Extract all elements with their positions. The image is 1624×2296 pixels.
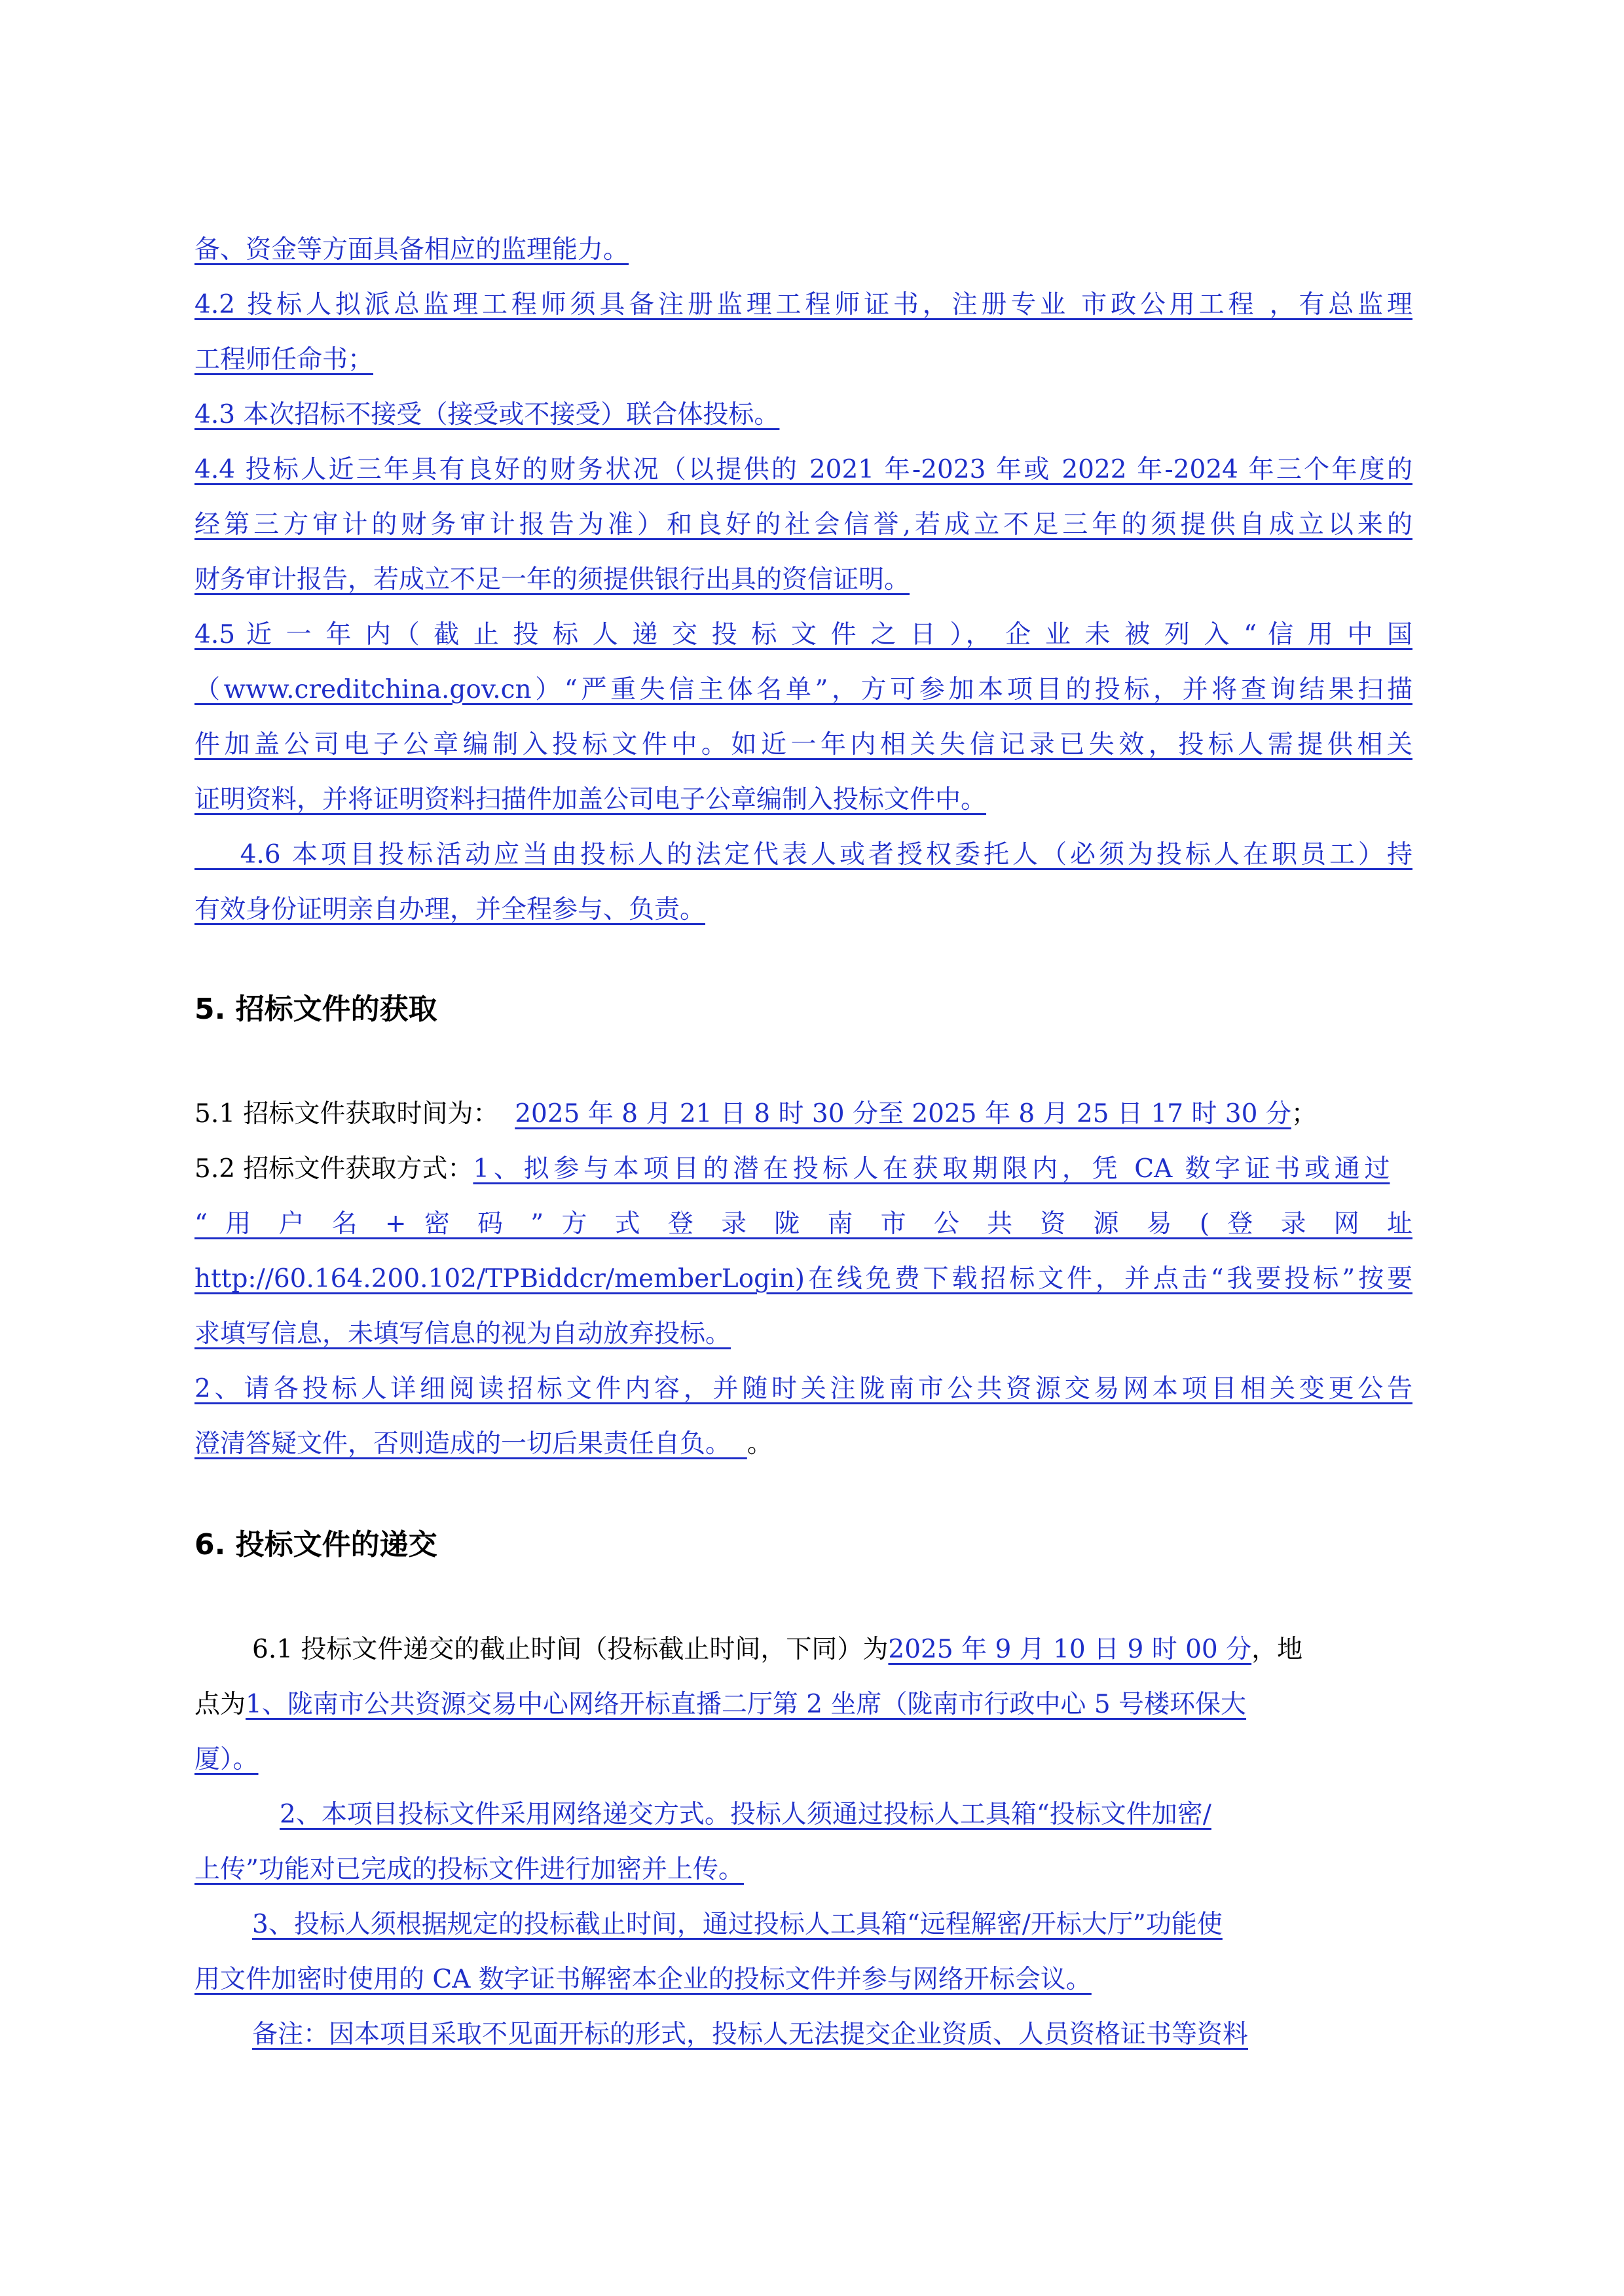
s4-line-10: 件加盖公司电子公章编制入投标文件中。如近一年内相关失信记录已失效，投标人需提供相关	[194, 730, 1412, 759]
s4-line-8: 4.5 近 一 年 内（ 截 止 投 标 人 递 交 投 标 文 件 之 日 ）， 企 业 未 被 列 入 “ 信 用 中 国	[194, 620, 1412, 649]
s5-1-line: 5.1 招标文件获取时间为： 2025 年 8 月 21 日 8 时 30 分至 2025 年 8 月 25 日 17 时 30 分；	[194, 1099, 1317, 1129]
s4-line-12: 4.6 本项目投标活动应当由投标人的法定代表人或者授权委托人（必须为投标人在职员工）持	[194, 840, 1412, 869]
s5-2-line-3: http://60.164.200.102/TPBiddcr/memberLogin)在线免费下载招标文件，并点击“我要投标”按要	[194, 1264, 1412, 1294]
s5-2-line-1: 5.2 招标文件获取方式：1、拟参与本项目的潜在投标人在获取期限内，凭 CA 数字证书或通过	[194, 1154, 1390, 1184]
s4-line-11: 证明资料，并将证明资料扫描件加盖公司电子公章编制入投标文件中。	[194, 785, 987, 814]
s6-1-line-4: 2、本项目投标文件采用网络递交方式。投标人须通过投标人工具箱“投标文件加密/	[280, 1800, 1211, 1829]
s4-line-13: 有效身份证明亲自办理，并全程参与、负责。	[194, 895, 706, 924]
s6-1-line-3: 厦）。	[194, 1745, 259, 1774]
s4-line-3: 工程师任命书；	[194, 345, 374, 374]
s6-1-line-8: 备注：因本项目采取不见面开标的形式，投标人无法提交企业资质、人员资格证书等资料	[252, 2020, 1249, 2049]
s4-line-5: 4.4 投标人近三年具有良好的财务状况（以提供的 2021 年-2023 年或 2022 年-2024 年三个年度的	[194, 455, 1412, 484]
s6-1-line-5: 上传”功能对已完成的投标文件进行加密并上传。	[194, 1855, 744, 1884]
s5-2-line-5: 2、请各投标人详细阅读招标文件内容，并随时关注陇南市公共资源交易网本项目相关变更公告	[194, 1374, 1412, 1404]
s5-2-line-6: 澄清答疑文件，否则造成的一切后果责任自负。 。	[194, 1429, 773, 1459]
s6-1-line-6: 3、投标人须根据规定的投标截止时间，通过投标人工具箱“远程解密/开标大厅”功能使	[252, 1910, 1223, 1939]
s4-line-9: （www.creditchina.gov.cn）“严重失信主体名单”，方可参加本项目的投标，并将查询结果扫描	[194, 675, 1412, 704]
s4-line-4: 4.3 本次招标不接受（接受或不接受）联合体投标。	[194, 400, 780, 429]
s4-line-6: 经第三方审计的财务审计报告为准）和良好的社会信誉,若成立不足三年的须提供自成立以来的	[194, 510, 1412, 539]
s5-2-line-4: 求填写信息，未填写信息的视为自动放弃投标。	[194, 1319, 731, 1349]
s5-2-line-2: “ 用 户 名 + 密 码 ” 方 式 登 录 陇 南 市 公 共 资 源 易 ( 登 录 网 址	[194, 1209, 1412, 1239]
s6-1-line-1: 6.1 投标文件递交的截止时间（投标截止时间，下同）为2025 年 9 月 10 日 9 时 00 分，地	[252, 1635, 1303, 1664]
s4-line-2: 4.2 投标人拟派总监理工程师须具备注册监理工程师证书，注册专业 市政公用工程 ，有总监理	[194, 290, 1412, 319]
s4-line-1: 备、资金等方面具备相应的监理能力。	[194, 235, 629, 264]
s4-line-7: 财务审计报告，若成立不足一年的须提供银行出具的资信证明。	[194, 565, 910, 594]
section-5-heading: 5. 招标文件的获取	[194, 993, 437, 1026]
section-6-heading: 6. 投标文件的递交	[194, 1528, 437, 1561]
s6-1-line-7: 用文件加密时使用的 CA 数字证书解密本企业的投标文件并参与网络开标会议。	[194, 1965, 1092, 1994]
s6-1-line-2: 点为1、陇南市公共资源交易中心网络开标直播二厅第 2 坐席（陇南市行政中心 5 号楼环保大	[194, 1690, 1247, 1719]
